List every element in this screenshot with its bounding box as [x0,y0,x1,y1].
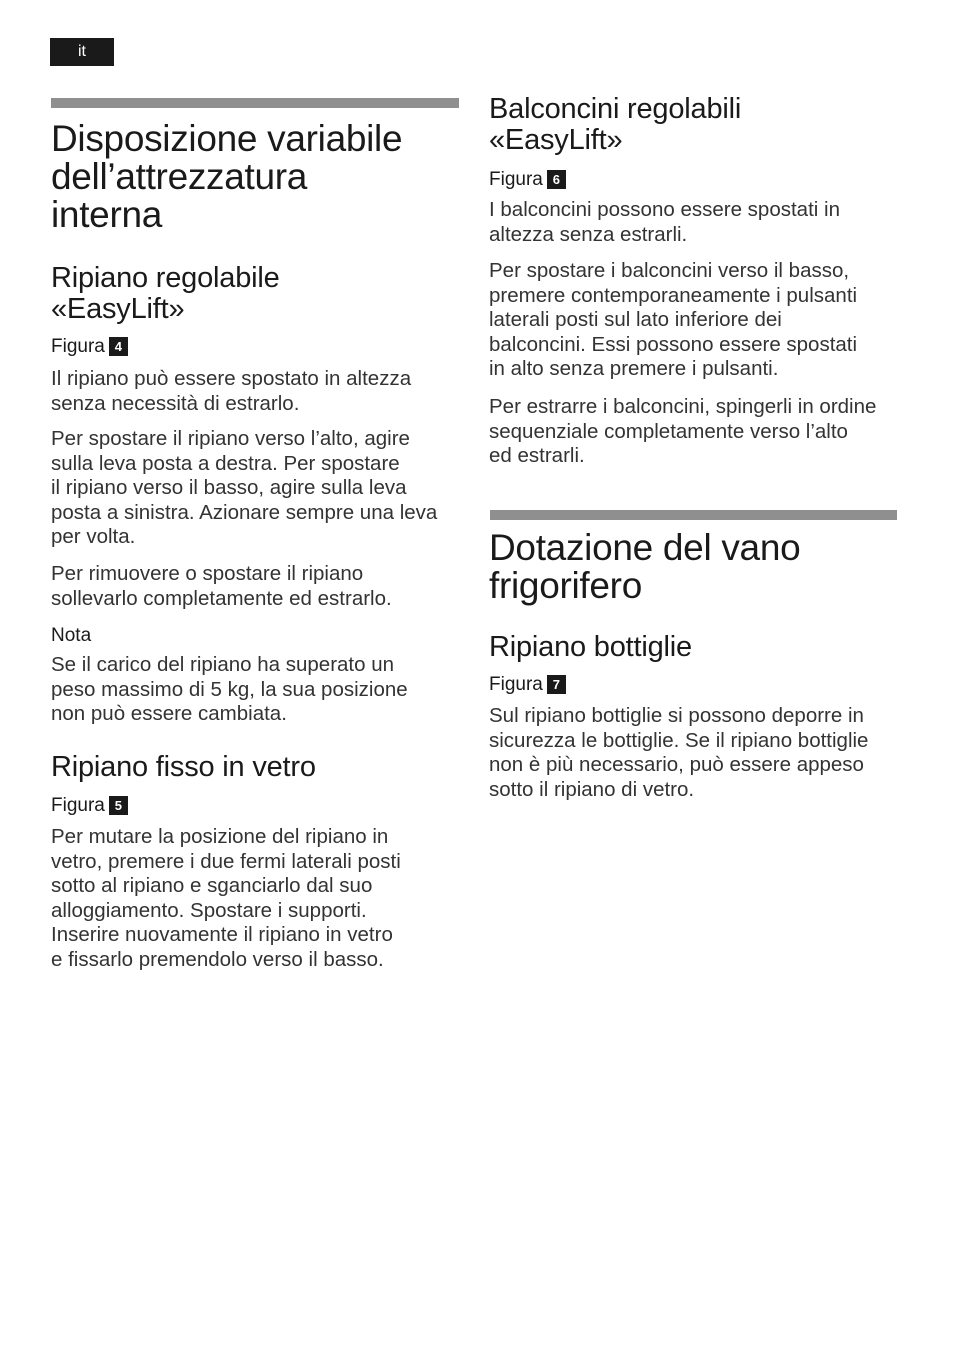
figure-number-badge: 4 [109,337,128,356]
figure-reference [489,674,566,696]
section-rule [51,98,459,108]
figure-reference [51,795,128,817]
paragraph: I balconcini possono essere spostati in altezza senza estrarli. [489,198,840,246]
paragraph: Per rimuovere o spostare il ripiano sollevarlo completamente ed estrarlo. [51,562,392,610]
paragraph: Per mutare la posizione del ripiano in vetro, premere i due fermi laterali posti sotto al ripiano e sganciarlo dal suo alloggiamento. Spostare i supporti. Inserire nuovamente il ripiano in vetro e fissarlo premendolo verso il basso. [51,825,401,971]
paragraph: Il ripiano può essere spostato in altezza senza necessità di estrarlo. [51,367,412,415]
section-heading-easylift-shelf: Ripiano regolabile «EasyLift» [51,262,280,325]
figure-label: Figura [51,795,105,816]
figure-number-badge: 7 [547,675,566,694]
paragraph: Sul ripiano bottiglie si possono deporre in sicurezza le bottiglie. Se il ripiano bottiglie non è più necessario, può essere appeso sotto il ripiano di vetro. [489,704,869,801]
note-text: Se il carico del ripiano ha superato un peso massimo di 5 kg, la sua posizione non può essere cambiata. [51,653,408,726]
section-heading-bottle-shelf: Ripiano bottiglie [489,631,692,663]
figure-label: Figura [489,169,543,190]
page-title: Disposizione variabile dell’attrezzatura interna [51,118,403,235]
figure-number-badge: 5 [109,796,128,815]
section-heading-glass-shelf: Ripiano fisso in vetro [51,751,316,783]
figure-label: Figura [51,336,105,357]
figure-label: Figura [489,674,543,695]
figure-number-badge: 6 [547,170,566,189]
section-rule [490,510,897,520]
figure-reference [489,169,566,191]
section-title-fridge-equipment: Dotazione del vano frigorifero [489,527,801,606]
paragraph: Per spostare il ripiano verso l’alto, agire sulla leva posta a destra. Per spostare il ripiano verso il basso, agire sulla leva posta a sinistra. Azionare sempre una leva per volta. [51,427,438,549]
language-tab[interactable]: it [50,38,114,66]
paragraph: Per estrarre i balconcini, spingerli in ordine sequenziale completamente verso l’alto ed estrarli. [489,395,877,468]
note-label: Nota [51,625,92,646]
paragraph: Per spostare i balconcini verso il basso, premere contemporaneamente i pulsanti laterali posti sul lato inferiore dei balconcini. Essi possono essere spostati in alto senza premere i pulsanti. [489,259,858,381]
section-heading-easylift-door-shelves: Balconcini regolabili «EasyLift» [489,93,742,156]
figure-reference [51,336,128,358]
